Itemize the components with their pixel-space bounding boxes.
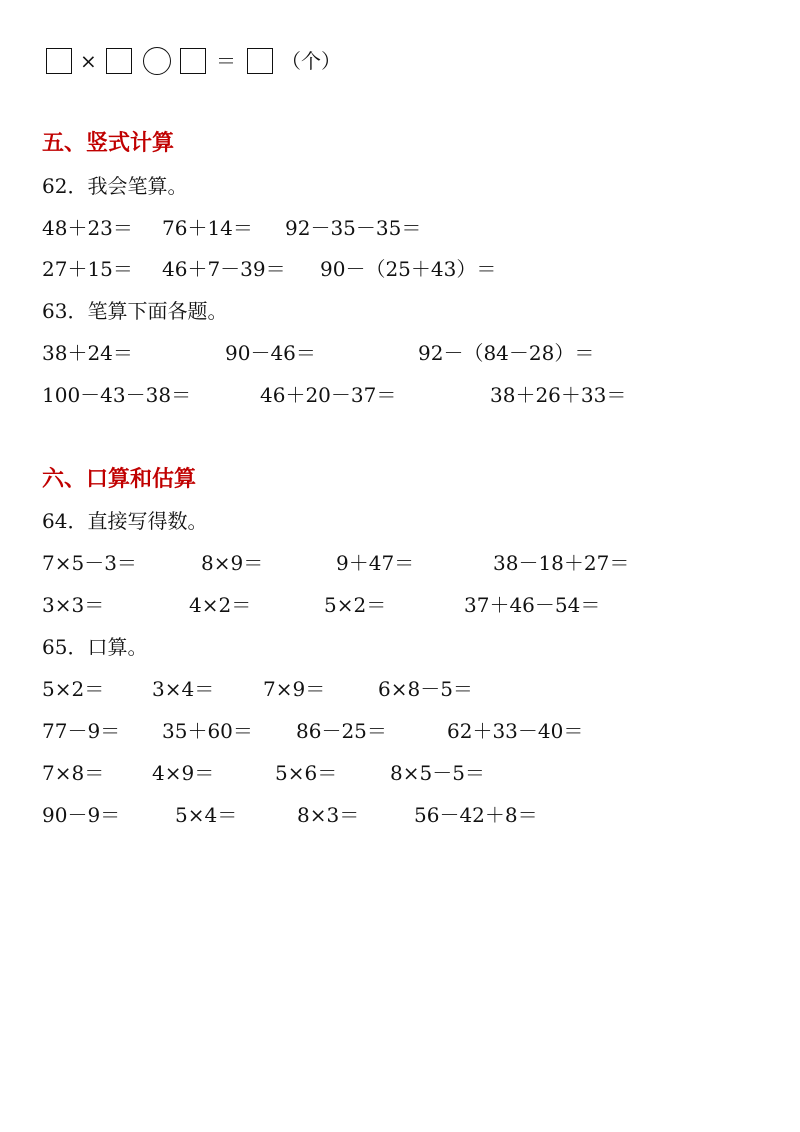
problem: 3×3＝	[42, 593, 105, 617]
problem-row	[0, 375, 800, 415]
problem: 48＋23＝	[42, 216, 133, 240]
problem: 56－42＋8＝	[414, 803, 538, 827]
problem: 86－25＝	[296, 719, 387, 743]
problem-row	[0, 795, 800, 835]
problem: 6×8－5＝	[378, 677, 473, 701]
problem: 8×9＝	[201, 551, 264, 575]
problem: 7×8＝	[42, 761, 105, 785]
problem: 5×2＝	[324, 593, 387, 617]
operator-circle[interactable]	[143, 47, 171, 75]
problem: 90－（25＋43）＝	[320, 257, 497, 281]
question-label-65: 65．口算。	[42, 635, 148, 659]
problem-row	[0, 585, 800, 625]
answer-box-1[interactable]	[46, 48, 72, 74]
problem: 5×4＝	[175, 803, 238, 827]
problem: 4×9＝	[152, 761, 215, 785]
problem: 100－43－38＝	[42, 383, 192, 407]
problem: 90－9＝	[42, 803, 121, 827]
problem: 76＋14＝	[162, 216, 253, 240]
problem: 4×2＝	[189, 593, 252, 617]
problem-row	[0, 208, 800, 248]
problem-row	[0, 543, 800, 583]
problem: 5×2＝	[42, 677, 105, 701]
problem-row	[0, 333, 800, 373]
question-label-62: 62．我会笔算。	[42, 174, 188, 198]
problem: 38＋26＋33＝	[490, 383, 627, 407]
problem: 27＋15＝	[42, 257, 133, 281]
problem: 9＋47＝	[336, 551, 415, 575]
equals-sign: ＝	[216, 49, 236, 73]
problem: 8×3＝	[297, 803, 360, 827]
question-label-63: 63．笔算下面各题。	[42, 299, 228, 323]
problem: 38＋24＝	[42, 341, 133, 365]
problem: 5×6＝	[275, 761, 338, 785]
problem: 62＋33－40＝	[447, 719, 584, 743]
problem-row	[0, 753, 800, 793]
problem: 38－18＋27＝	[493, 551, 630, 575]
section-heading-6: 六、口算和估算	[42, 467, 197, 492]
problem: 46＋7－39＝	[162, 257, 286, 281]
unit-label: （个）	[281, 49, 341, 73]
answer-box-4[interactable]	[247, 48, 273, 74]
problem-row	[0, 669, 800, 709]
problem: 77－9＝	[42, 719, 121, 743]
answer-box-2[interactable]	[106, 48, 132, 74]
problem: 92－（84－28）＝	[418, 341, 595, 365]
problem: 37＋46－54＝	[464, 593, 601, 617]
problem: 7×9＝	[263, 677, 326, 701]
times-sign: ×	[80, 49, 97, 73]
problem: 46＋20－37＝	[260, 383, 397, 407]
problem: 35＋60＝	[162, 719, 253, 743]
problem-row	[0, 249, 800, 289]
problem: 92－35－35＝	[285, 216, 422, 240]
problem: 3×4＝	[152, 677, 215, 701]
problem-row	[0, 711, 800, 751]
problem: 7×5－3＝	[42, 551, 137, 575]
problem: 90－46＝	[225, 341, 316, 365]
section-heading-5: 五、竖式计算	[42, 131, 175, 156]
problem: 8×5－5＝	[390, 761, 485, 785]
question-label-64: 64．直接写得数。	[42, 509, 208, 533]
answer-box-3[interactable]	[180, 48, 206, 74]
